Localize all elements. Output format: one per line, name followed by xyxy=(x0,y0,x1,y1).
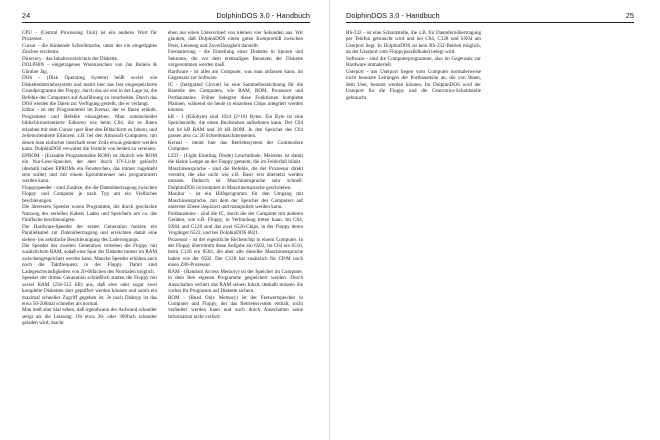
right-running-title: DolphinDOS 3.0 - Handbuch xyxy=(346,11,440,20)
glossary-entry: Userport - am Userport liegen vom Computer normalerweise nicht benutzte Leitungen der Portbausteine an, die von Ihnen, dem User, benutzt werden können. Im DolphinDOS wird der Userport für die Floppy und die Centronics-Schnittstelle gebraucht. xyxy=(346,68,481,101)
glossary-entry: DOLPHIN - eingetragenes Warenzeichen von Jan Bubela & Günther Jäg. xyxy=(22,62,157,75)
glossary-entry: Software - sind die Computerprogramme, also im Gegensatz zur Hardware immateriell. xyxy=(346,55,481,69)
glossary-entry: LED - (Light Emitting Diode) Leuchtdiode. Meistens ist damit die kleine Lampe an der Floppy gemeint, die im Fehlerfall blinkt. xyxy=(168,152,303,166)
glossary-entry: Portbausteine - sind die IC, durch die der Computer mit anderen Geräten, wie z.B. Floppy, in Verbindung treten kann. Im C64, SX64 und C128 sind das zwei 6526-Chips, in der Floppy deren Vorgänger 6522, und bei DolphinDOS 6821. xyxy=(168,210,303,237)
right-page xyxy=(330,0,660,440)
glossary-entry: IC - (Integrated Circuit) ist eine Sammelbezeichnung für die Bauteile des Computers, wie RAM, ROM, Prozessor und Portbausteine. Früher belegten diese Funktionen komplette Platinen, während sie heute in einzelnen Chips integriert werden können. xyxy=(168,81,303,114)
left-page-header xyxy=(22,8,310,23)
glossary-entry: Die Hardware-Speeder der ersten Generation nutzten ein Parallelkabel zur Datenübertragung und erreichten damit eine sieben- bis zehnfache Beschleunigung des Ladevorgangs. xyxy=(22,223,157,243)
glossary-entry: RS-232 - ist eine Schnittstelle, die z.B. für Datenfernübertragung per Telefon gebraucht wird und bei C64, C128 und SX64 am Userport liegt. In DolphinDOS ist kein RS-232-Betrieb möglich, da der Userport vom Floppyparallelkabel belegt wird. xyxy=(346,30,481,56)
glossary-entry: Prozessor - ist der eigentliche Rechenchip in einem Computer. In der Floppy übernimmt diese Aufgabe ein 6502, im C64 ein 6510, beim C128 ein 8502, die aber alle dieselbe Maschinensprache haben wie der 6502. Der C128 hat zusätzlich für CP/M noch einen Z80-Prozessor. xyxy=(168,236,303,269)
right-page-header xyxy=(346,8,634,23)
glossary-entry: kB - 1 (Kilobyte) sind 1024 (2^10) Bytes. Ein Byte ist eine Speicherzelle, die einen Buchstaben aufnehmen kann. Der C64 hat 64 kB RAM und 20 kB ROM. In den Speicher des C64 passen also ca. 20 Schreibmaschinenseiten. xyxy=(168,113,303,140)
glossary-entry: RAM - (Random Access Memory) ist der Speicher im Computer, in dem Ihre eigenen Programme gespeichert werden. Durch Ausschalten verliert das RAM seinen Inhalt, deshalb müssen Sie vorher Ihr Programm auf Diskette sichern. xyxy=(168,268,303,295)
glossary-entry: Hardware - ist alles am Computer, was man anfassen kann, im Gegensatz zur Software. xyxy=(168,68,303,82)
glossary-entry: Kernal - meint hier das Betriebssystem der Commodore Computer. xyxy=(168,139,303,153)
glossary-entry: EPROM - (Erasable Programmable ROM) ist ähnlich wie ROM ein Nur-Lese-Speicher, der aber durch UV-Licht gelöscht (deshalb haben EPROMs ein Fensterchen, das immer zugeklebt sein sollte) und mit einem Eprombrenner neu programmiert werden kann. xyxy=(22,152,157,185)
left-running-title: DolphinDOS 3.0 - Handbuch xyxy=(216,11,310,20)
left-page-number: 24 xyxy=(22,11,31,20)
glossary-entry: eben nur einen Unterschied von kleinen vier Sekunden aus. Wir glauben, daß DolphinDOS einen guten Kompromiß zwischen Preis, Leistung und Zuverlässigkeit darstellt. xyxy=(168,30,303,49)
glossary-entry: ROM - (Read Only Memory) ist der Festwertspeicher in Computer und Floppy, der das Betriebssystem enthält, nicht verändert werden kann und auch durch Ausschalten seine Information nicht verliert. xyxy=(168,294,303,320)
glossary-entry: Die Speeder der zweiten Generation versehen die Floppy mit zusätzlichem RAM, sodaß eine Spur der Diskette immer im RAM zwischengespeichert werden kann. Manche Speeder erhöhen auch noch die Taktfrequenz in der Floppy. Damit sind Ladegeschwindigkeiten von 20-60fachen des Normalen möglich. xyxy=(22,242,157,275)
right-page-number: 25 xyxy=(625,11,634,20)
glossary-entry: Man muß aber klar sehen, daß irgendwann der Aufwand schneller steigt als die Leistung. Ob etwa 30- oder 300fach schneller geladen wird, macht xyxy=(22,307,157,327)
glossary-entry: Floppyspeeder - sind Zusätze, die die Datenübertragung zwischen Floppy und Computer je nach Typ um ein Vielfaches beschleunigen. xyxy=(22,184,157,204)
glossary-entry: Maschinensprache - sind die Befehle, die der Prozessor direkt versteht, die also nicht wie z.B. Basic erst übersetzt werden müssen. Dadurch ist Maschinensprache sehr schnell. DolphinDOS ist komplett in Maschinensprache geschrieben. xyxy=(168,165,303,191)
glossary-entry: Formatierung - die Einteilung einer Diskette in Spuren und Sektoren, die vor dem erstmaligen Benutzen der Diskette vorgenommen werden muß. xyxy=(168,49,303,69)
glossary-entry: Speeder der dritten Generation schließlich statten die Floppy mit soviel RAM (256-512 kB) aus, daß eine oder sogar zwei komplette Disketten dort gepuffert werden können und somit ein maximal schneller Zugriff gegeben ist. Je nach Disktyp ist das etwa 50-200mal schneller als normal. xyxy=(22,275,157,308)
glossary-entry: CPU - (Central Processing Unit) ist ein anderes Wort für Prozessor. xyxy=(22,30,157,43)
glossary-entry: Cursor - die blinkende Schreibmarke, unter der ein eingetipptes Zeichen erscheint. xyxy=(22,42,157,56)
right-page-column-1 xyxy=(346,30,481,101)
glossary-entry: Monitor - ist ein Hilfsprogramm für den Umgang mit Maschinensprache, mit dem der Speicher des Computers auf unterster Ebene inspiziert und manipuliert werden kann. xyxy=(168,191,303,211)
glossary-entry: Editor - ist der Programmteil im Kernal, der es Ihnen erlaubt, Programme und Befehle einzugeben. Man unterscheidet bildschirmorientierte Editoren wie beim C64, die es Ihnen erlauben mit dem Cursor quer über den Bildschirm zu fahren, und zeilenorientierte Editoren, z.B. bei den Atmosoft-Computers, mit denen man einfacher innerhalb einer Zeile etwas geändert werden kann. DolphinDOS verwaltet die Vorteile von beiden zu vereinen. xyxy=(22,107,157,153)
glossary-entry: Die älteresten Speeder waren Programme, die durch geschickte Nutzung des seriellen Kabels Laden und Speichern um ca. das Fünffache beschleunigten. xyxy=(22,204,157,224)
glossary-entry: Directory - das Inhaltsverzeichnis der Diskette. xyxy=(22,55,119,62)
left-page-column-1 xyxy=(22,30,157,327)
left-page-column-2 xyxy=(168,30,303,320)
glossary-entry: DOS - (Disk Operating System) heißt soviel wie Diskettenbetriebssystem und meint hier das fest eingespeicherte Grundprogramm der Floppy, durch das sie erst in der Lage ist, die Befehle des Computers auf Ausführung zu verarbeiten. Durch das DOS werden die Daten zur Verfügung gestellt, die er verlangt. xyxy=(22,75,157,107)
